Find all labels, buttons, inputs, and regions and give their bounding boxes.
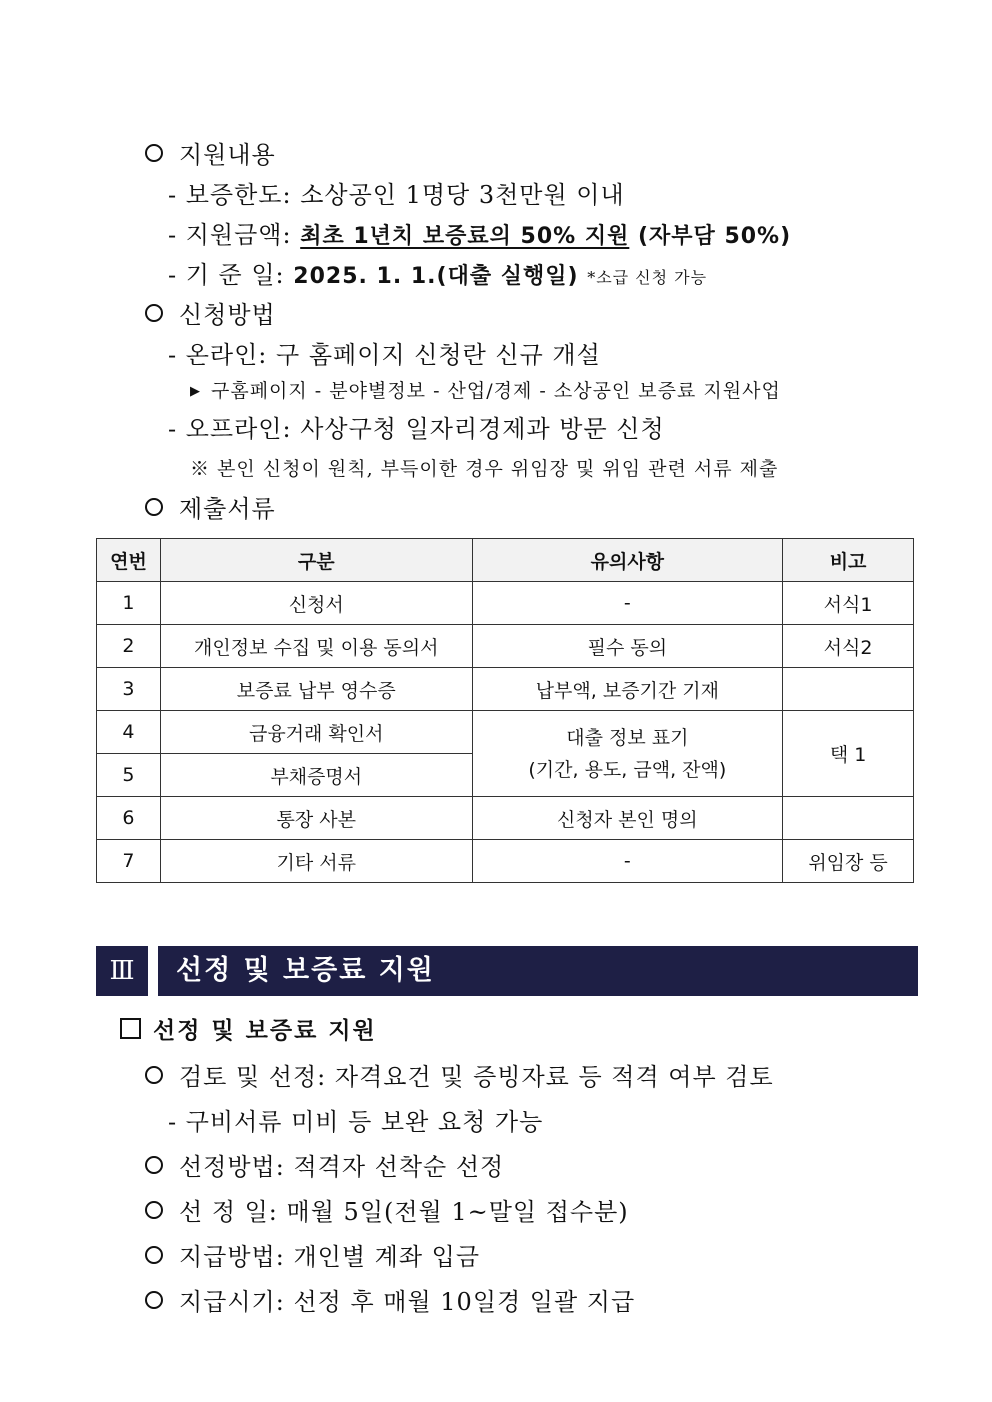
apply-offline: - 오프라인: 사상구청 일자리경제과 방문 신청 [168,415,665,443]
documents-heading: 제출서류 [145,494,276,524]
table-row [97,711,914,754]
section-number: Ⅲ [96,946,148,996]
review-note: - 구비서류 미비 등 보완 요청 가능 [168,1108,544,1136]
row-no: 4 [97,711,161,754]
row-name: 개인정보 수집 및 이용 동의서 [160,625,472,668]
support-amount: - 지원금액: 최초 1년치 보증료의 50% 지원 (자부담 50%) [168,221,792,249]
apply-heading: 신청방법 [145,300,276,330]
row-remark-merged: 택 1 [783,711,914,797]
table-row [97,797,914,840]
row-note-merged [472,711,783,797]
col-header-no: 연번 [97,539,161,582]
section-title: 선정 및 보증료 지원 [158,946,918,996]
row-note: 신청자 본인 명의 [472,797,783,840]
circle-bullet-icon [145,498,163,516]
row-note: - [472,582,783,625]
row-name: 부채증명서 [160,754,472,797]
table-row [97,840,914,883]
base-date: - 기 준 일: 2025. 1. 1.(대출 실행일) *소급 신청 가능 [168,261,708,289]
triangle-right-icon: ▶ [190,384,201,399]
row-note: 필수 동의 [472,625,783,668]
row-no: 6 [97,797,161,840]
row-name: 보증료 납부 영수증 [160,668,472,711]
row-remark [783,797,914,840]
retroactive-note: *소급 신청 가능 [587,268,708,287]
row-name: 통장 사본 [160,797,472,840]
col-header-notes: 유의사항 [472,539,783,582]
row-no: 7 [97,840,161,883]
row-note: 납부액, 보증기간 기재 [472,668,783,711]
guarantee-limit: - 보증한도: 소상공인 1명당 3천만원 이내 [168,181,625,209]
support-heading: 지원내용 [145,140,276,170]
online-path: ▶ 구홈페이지 - 분야별정보 - 산업/경제 - 소상공인 보증료 지원사업 [190,380,781,402]
selection-date: 선 정 일: 매월 5일(전월 1~말일 접수분) [145,1197,629,1227]
row-name: 금융거래 확인서 [160,711,472,754]
row-name: 기타 서류 [160,840,472,883]
documents-table [96,538,914,883]
circle-bullet-icon [145,1066,163,1084]
loan-info-label: 대출 정보 표기 [566,726,689,749]
row-no: 2 [97,625,161,668]
apply-online: - 온라인: 구 홈페이지 신청란 신규 개설 [168,341,601,369]
base-date-value: 2025. 1. 1.(대출 실행일) [293,264,579,289]
circle-bullet-icon [145,1201,163,1219]
row-remark: 서식1 [783,582,914,625]
circle-bullet-icon [145,144,163,162]
table-row [97,625,914,668]
row-remark: 위임장 등 [783,840,914,883]
payment-timing: 지급시기: 선정 후 매월 10일경 일괄 지급 [145,1287,635,1317]
row-no: 1 [97,582,161,625]
row-no: 5 [97,754,161,797]
col-header-remarks: 비고 [783,539,914,582]
circle-bullet-icon [145,304,163,322]
circle-bullet-icon [145,1291,163,1309]
apply-note: ※ 본인 신청이 원칙, 부득이한 경우 위임장 및 위임 관련 서류 제출 [190,458,779,480]
support-amount-value: 최초 1년치 보증료의 50% 지원 [300,224,630,249]
circle-bullet-icon [145,1246,163,1264]
row-no: 3 [97,668,161,711]
payment-method: 지급방법: 개인별 계좌 입금 [145,1242,480,1272]
col-header-category: 구분 [160,539,472,582]
self-pay-note: (자부담 50%) [637,224,792,249]
square-bullet-icon [120,1018,141,1039]
row-remark: 서식2 [783,625,914,668]
review-selection: 검토 및 선정: 자격요건 및 증빙자료 등 적격 여부 검토 [145,1062,774,1092]
row-name: 신청서 [160,582,472,625]
row-remark [783,668,914,711]
table-header-row [97,539,914,582]
table-row [97,668,914,711]
subsection-heading: 선정 및 보증료 지원 [120,1016,377,1046]
table-row [97,582,914,625]
circle-bullet-icon [145,1156,163,1174]
row-note: - [472,840,783,883]
selection-method: 선정방법: 적격자 선착순 선정 [145,1152,504,1182]
loan-info-detail: (기간, 용도, 금액, 잔액) [528,758,727,781]
